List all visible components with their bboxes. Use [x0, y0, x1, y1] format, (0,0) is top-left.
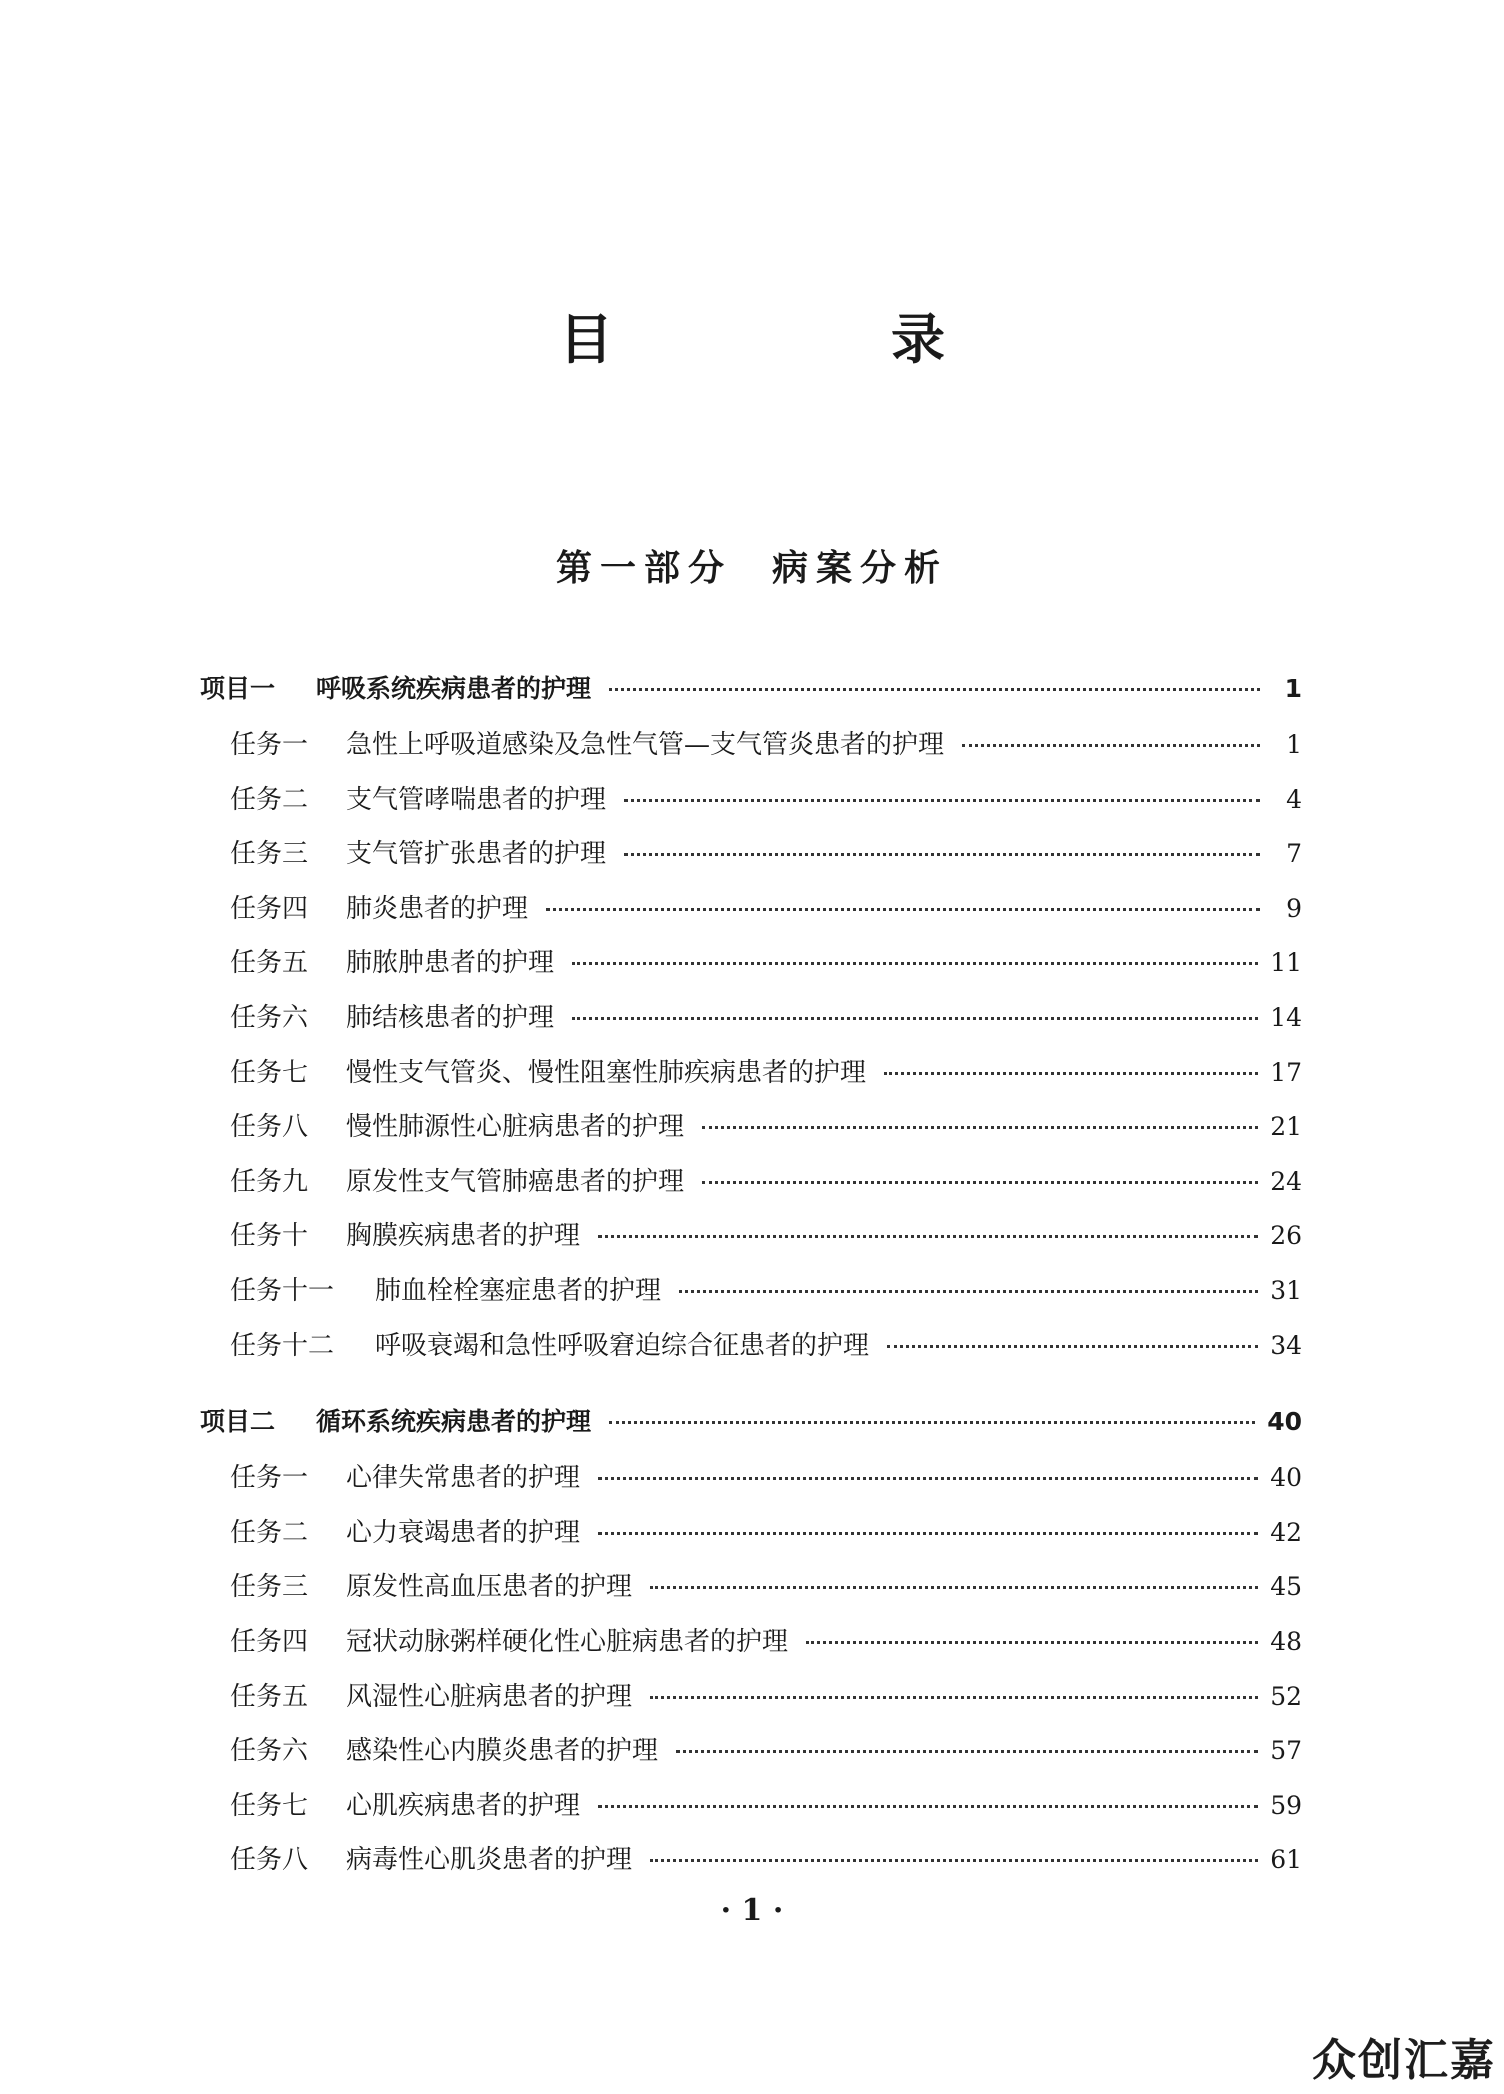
- toc-entry-page: 1: [1284, 674, 1302, 703]
- toc-entry-title: 急性上呼吸道感染及急性气管—支气管炎患者的护理: [346, 730, 945, 760]
- toc-task-row[interactable]: [200, 1319, 1302, 1374]
- toc-entry-number: 任务九: [230, 1166, 309, 1197]
- toc-entry-page: 17: [1270, 1057, 1302, 1087]
- dot-leader: [624, 799, 1260, 802]
- dot-leader: [609, 1421, 1255, 1424]
- dot-leader: [609, 688, 1260, 691]
- toc-entry-title: 病毒性心肌炎患者的护理: [346, 1845, 633, 1876]
- toc-entry-title: 支气管扩张患者的护理: [346, 839, 607, 870]
- toc-task-row[interactable]: [200, 1560, 1302, 1615]
- toc-entry-number: 任务八: [230, 1112, 309, 1143]
- dot-leader: [598, 1805, 1258, 1808]
- toc-task-row[interactable]: [200, 1670, 1302, 1725]
- toc-task-row[interactable]: [200, 773, 1302, 828]
- toc-entry-title: 肺脓肿患者的护理: [346, 948, 555, 979]
- toc-entry-page: 40: [1270, 1463, 1302, 1493]
- toc-entry-title: 慢性支气管炎、慢性阻塞性肺疾病患者的护理: [346, 1057, 867, 1088]
- toc-task-row[interactable]: [200, 1046, 1302, 1101]
- dot-leader: [546, 908, 1260, 911]
- toc-entry-page: 48: [1270, 1626, 1302, 1656]
- toc-entry-number: 项目一: [200, 674, 276, 703]
- toc-entry-number: 任务六: [230, 1736, 309, 1767]
- toc-entry-number: 任务一: [230, 730, 309, 760]
- toc-task-row[interactable]: [200, 1209, 1302, 1264]
- toc-entry-title: 原发性高血压患者的护理: [346, 1572, 633, 1603]
- toc-task-row[interactable]: [200, 1506, 1302, 1561]
- toc-entry-page: 1: [1286, 730, 1302, 759]
- dot-leader: [650, 1586, 1258, 1589]
- dot-leader: [650, 1859, 1258, 1862]
- toc-entry-number: 任务六: [230, 1002, 309, 1033]
- toc-task-row[interactable]: [200, 1779, 1302, 1834]
- toc-entry-page: 57: [1270, 1736, 1302, 1766]
- toc-task-row[interactable]: [200, 1615, 1302, 1670]
- part-name: 病案分析: [772, 548, 949, 589]
- toc-entry-page: 61: [1270, 1845, 1302, 1875]
- toc-entry-number: 任务八: [230, 1845, 309, 1876]
- dot-leader: [572, 962, 1258, 965]
- toc-entry-page: 7: [1286, 839, 1302, 869]
- toc-entry-number: 任务五: [230, 948, 309, 979]
- toc-entry-page: 52: [1270, 1681, 1302, 1711]
- toc-entry-number: 任务二: [230, 784, 309, 815]
- toc-entry-title: 支气管哮喘患者的护理: [346, 784, 607, 815]
- toc-entry-page: 11: [1270, 948, 1302, 978]
- toc-task-row[interactable]: [200, 1724, 1302, 1779]
- toc-entry-page: 21: [1270, 1112, 1302, 1142]
- toc-project-row[interactable]: [200, 660, 1302, 718]
- dot-leader: [624, 853, 1260, 856]
- toc-entry-title: 循环系统疾病患者的护理: [316, 1407, 592, 1437]
- toc-entry-title: 心律失常患者的护理: [346, 1463, 581, 1494]
- dot-leader: [884, 1072, 1258, 1075]
- toc-task-row[interactable]: [200, 1155, 1302, 1210]
- dot-leader: [598, 1477, 1258, 1480]
- toc-entry-page: 34: [1270, 1330, 1302, 1360]
- dot-leader: [887, 1345, 1258, 1348]
- toc-entry-title: 肺血栓栓塞症患者的护理: [375, 1275, 662, 1306]
- dot-leader: [702, 1181, 1258, 1184]
- dot-leader: [679, 1290, 1258, 1293]
- toc-entry-number: 任务十: [230, 1221, 309, 1252]
- toc-entry-page: 24: [1270, 1166, 1302, 1196]
- toc-entry-title: 呼吸系统疾病患者的护理: [316, 674, 592, 703]
- toc-task-row[interactable]: [200, 1264, 1302, 1319]
- toc-entry-title: 冠状动脉粥样硬化性心脏病患者的护理: [346, 1626, 789, 1657]
- part-label: 第一部分: [555, 548, 732, 589]
- toc-entry-page: 45: [1270, 1572, 1302, 1602]
- toc-entry-page: 26: [1270, 1221, 1302, 1251]
- toc-task-row[interactable]: [200, 882, 1302, 937]
- toc-entry-number: 任务七: [230, 1057, 309, 1088]
- toc-entry-title: 感染性心内膜炎患者的护理: [346, 1736, 659, 1767]
- table-of-contents: [200, 660, 1302, 1888]
- dot-leader: [572, 1017, 1258, 1020]
- toc-entry-title: 慢性肺源性心脏病患者的护理: [346, 1112, 685, 1143]
- toc-entry-number: 任务一: [230, 1463, 309, 1494]
- toc-entry-number: 任务五: [230, 1681, 309, 1712]
- toc-entry-title: 心肌疾病患者的护理: [346, 1790, 581, 1821]
- toc-task-row[interactable]: [200, 1451, 1302, 1506]
- toc-entry-number: 任务二: [230, 1517, 309, 1548]
- toc-entry-number: 任务四: [230, 893, 309, 924]
- toc-task-row[interactable]: [200, 1833, 1302, 1888]
- toc-entry-title: 呼吸衰竭和急性呼吸窘迫综合征患者的护理: [375, 1330, 870, 1361]
- toc-entry-page: 14: [1270, 1002, 1302, 1032]
- toc-entry-page: 42: [1270, 1517, 1302, 1547]
- dot-leader: [650, 1696, 1258, 1699]
- toc-task-row[interactable]: [200, 991, 1302, 1046]
- toc-entry-title: 胸膜疾病患者的护理: [346, 1221, 581, 1252]
- toc-entry-page: 9: [1286, 893, 1302, 923]
- dot-leader: [806, 1641, 1258, 1644]
- dot-leader: [962, 744, 1260, 747]
- toc-entry-page: 40: [1267, 1407, 1302, 1437]
- toc-entry-page: 59: [1270, 1790, 1302, 1820]
- toc-entry-number: 任务三: [230, 1572, 309, 1603]
- dot-leader: [702, 1126, 1258, 1129]
- toc-entry-number: 项目二: [200, 1407, 276, 1437]
- dot-leader: [676, 1750, 1258, 1753]
- toc-entry-number: 任务七: [230, 1790, 309, 1821]
- toc-task-row[interactable]: [200, 1100, 1302, 1155]
- toc-entry-page: 4: [1286, 784, 1302, 814]
- page-title: 目 录: [559, 308, 1057, 371]
- toc-entry-number: 任务三: [230, 839, 309, 870]
- page-number: · 1 ·: [720, 1893, 784, 1928]
- part-title: [0, 544, 1504, 594]
- toc-task-row[interactable]: [200, 718, 1302, 773]
- dot-leader: [598, 1532, 1258, 1535]
- toc-project-row[interactable]: [200, 1393, 1302, 1451]
- watermark-logo: 众创汇嘉: [1312, 2035, 1496, 2086]
- toc-entry-number: 任务十一: [230, 1275, 335, 1306]
- toc-entry-title: 风湿性心脏病患者的护理: [346, 1681, 633, 1712]
- toc-entry-number: 任务十二: [230, 1330, 335, 1361]
- toc-entry-title: 心力衰竭患者的护理: [346, 1517, 581, 1548]
- toc-entry-title: 原发性支气管肺癌患者的护理: [346, 1166, 685, 1197]
- toc-task-row[interactable]: [200, 936, 1302, 991]
- toc-entry-title: 肺结核患者的护理: [346, 1002, 555, 1033]
- dot-leader: [598, 1235, 1258, 1238]
- toc-entry-title: 肺炎患者的护理: [346, 893, 529, 924]
- toc-task-row[interactable]: [200, 827, 1302, 882]
- toc-entry-number: 任务四: [230, 1626, 309, 1657]
- toc-entry-page: 31: [1270, 1275, 1302, 1305]
